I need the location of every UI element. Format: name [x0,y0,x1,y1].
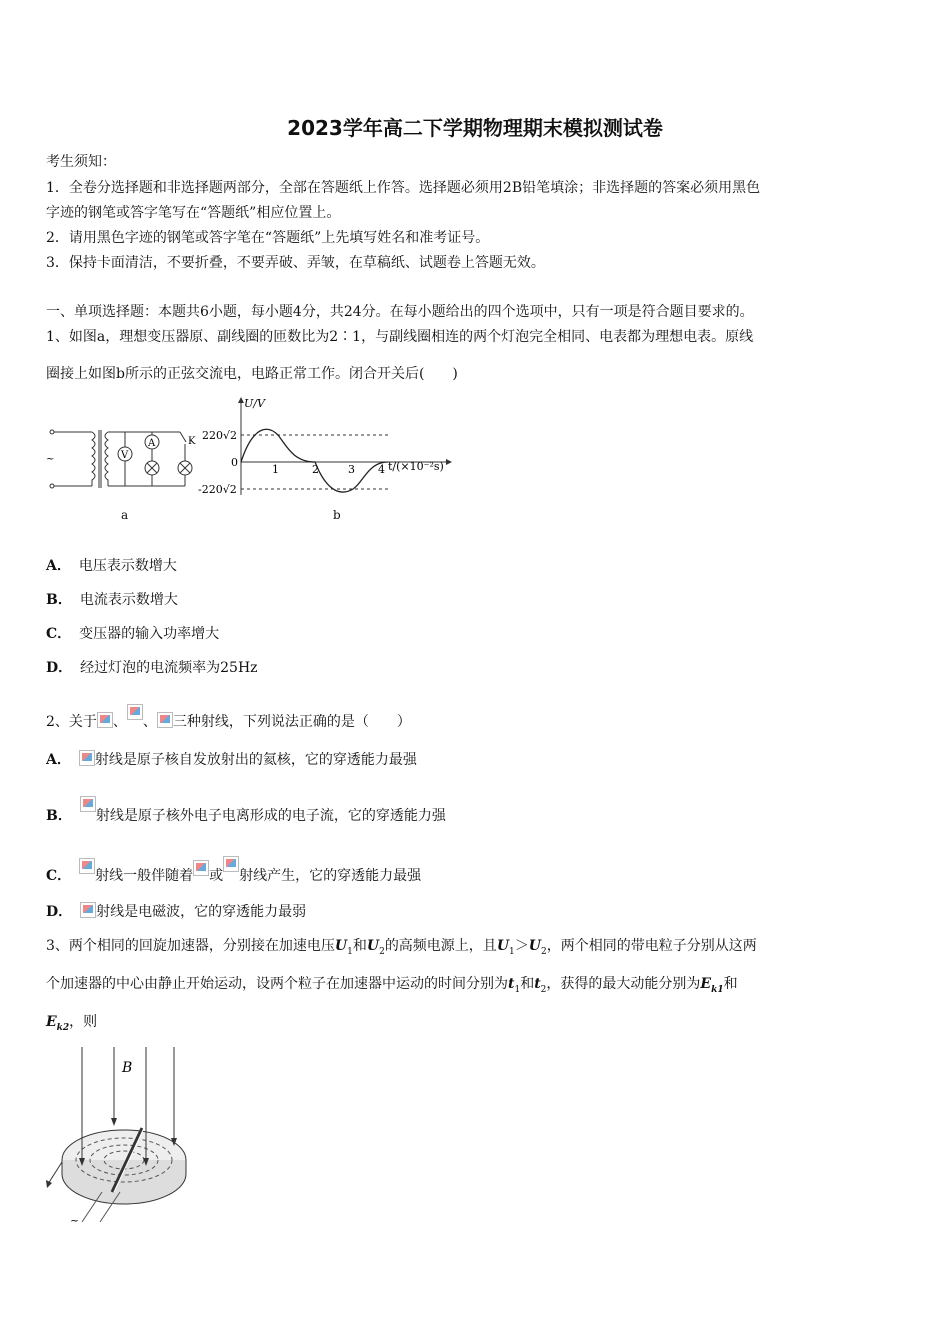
q3-stem-line3 [46,1012,97,1038]
q2-sep: 、 [142,714,157,730]
y-min-label: -220√2 [198,483,237,496]
q2-option-c [46,856,421,886]
var-t: t [534,976,541,992]
broken-image-icon [157,712,173,728]
ammeter-label: A [148,438,156,449]
q2-option-a [46,750,417,770]
option-label: B． [46,592,72,608]
source-symbol: ~ [46,454,55,465]
sub: 1 [347,946,353,957]
var-t: t [508,976,515,992]
option-label: A． [46,558,71,574]
option-text: 射线产生，它的穿透能力最强 [239,868,422,884]
option-text: 经过灯泡的电流频率为25Hz [80,660,258,676]
var-u: U [334,938,348,954]
broken-image-icon [193,860,209,876]
q2-option-b [46,796,446,826]
sub: 2 [540,946,547,957]
broken-image-icon [97,712,113,728]
notice-heading: 考生须知： [46,154,116,170]
option-label: C． [46,626,72,642]
option-label: C． [46,868,72,884]
var-u: U [528,938,541,954]
y-axis-label: U/V [244,397,265,410]
text: ，则 [69,1014,98,1030]
q2-stem [46,704,411,732]
q1-stem: 圈接上如图b所示的正弦交流电，电路正常工作。闭合开关后( ) [46,366,458,382]
text: 和 [723,976,738,992]
origin-label: 0 [231,456,238,469]
var-u: U [496,938,510,954]
source-symbol: ~ [70,1214,80,1227]
option-label: B． [46,808,72,824]
option-text: 射线是原子核外电子电离形成的电子流，它的穿透能力强 [95,808,446,824]
broken-image-icon [79,858,95,874]
q3-stem-line2 [46,974,738,1000]
transformer-circuit-figure [40,420,210,500]
broken-image-icon [79,750,95,766]
broken-image-icon [223,856,239,872]
notice-item: 2．请用黑色字迹的钢笔或答字笔在“答题纸”上先填写姓名和准考证号。 [46,230,490,246]
notice-item: 3．保持卡面清洁，不要折叠，不要弄破、弄皱，在草稿纸、试题卷上答题无效。 [46,255,545,271]
page-title: 2023学年高二下学期物理期末模拟测试卷 [287,116,663,140]
q2-sep: 、 [112,714,127,730]
t-tick: 3 [348,463,355,476]
cyclotron-figure [42,1042,202,1227]
var-e: E [46,1014,57,1030]
q1-stem: 1、如图a，理想变压器原、副线圈的匝数比为2∶1，与副线圈相连的两个灯泡完全相同、电表都为理想电表。原线 [46,329,754,345]
option-text: 电流表示数增大 [79,592,178,608]
q1-option-a [46,556,177,576]
option-text: 或 [209,868,224,884]
b-field-label: B [122,1060,133,1076]
voltmeter-label: V [121,450,129,461]
broken-image-icon [80,902,96,918]
text: ，获得的最大动能分别为 [546,976,701,992]
sub: 2 [540,984,547,995]
option-text: 射线是原子核自发放射出的氦核，它的穿透能力最强 [94,752,417,768]
text: ＞ [514,938,529,954]
sub: k2 [56,1022,70,1033]
q3-stem-line1 [46,936,757,962]
broken-image-icon [127,704,143,720]
text: 和 [520,976,535,992]
text: 和 [352,938,367,954]
q1-option-d [46,658,258,678]
q1-option-b [46,590,178,610]
sub: k1 [711,984,724,995]
y-max-label: 220√2 [202,429,238,442]
switch-label: K [188,436,196,447]
q1-option-c [46,624,219,644]
var-e: E [700,976,712,992]
option-label: D． [46,904,73,920]
sub: 1 [509,946,515,957]
text: 个加速器的中心由静止开始运动，设两个粒子在加速器中运动的时间分别为 [46,976,508,992]
q2-stem-pre: 2、关于 [46,714,97,730]
figure-b-caption: b [333,508,341,522]
option-text: 电压表示数增大 [78,558,177,574]
var-u: U [366,938,380,954]
notice-item: 1．全卷分选择题和非选择题两部分，全部在答题纸上作答。选择题必须用2B铅笔填涂；非选择题的答案必须用黑色 [46,180,761,196]
option-label: D． [46,660,73,676]
option-label: A． [46,752,71,768]
figure-a-caption: a [121,508,129,522]
sub: 2 [379,946,385,957]
text: 3、两个相同的回旋加速器，分别接在加速电压 [46,938,335,954]
t-tick: 1 [272,463,279,476]
sine-wave-graph [198,395,458,500]
t-tick: 4 [378,463,385,476]
option-text: 射线一般伴随着 [95,868,194,884]
text: ，两个相同的带电粒子分别从这两 [546,938,757,954]
sub: 1 [514,984,521,995]
section-heading: 一、单项选择题：本题共6小题，每小题4分，共24分。在每小题给出的四个选项中，只有一项是符合题目要求的。 [46,304,754,320]
option-text: 变压器的输入功率增大 [79,626,220,642]
q2-option-d [46,902,306,922]
notice-item: 字迹的钢笔或答字笔写在“答题纸”相应位置上。 [46,205,341,221]
text: 的高频电源上，且 [384,938,497,954]
q2-stem-post: 三种射线，下列说法正确的是（ ） [172,714,411,730]
t-tick: 2 [312,463,319,476]
t-axis-label: t/(×10⁻²s) [388,460,444,473]
option-text: 射线是电磁波，它的穿透能力最弱 [96,904,307,920]
broken-image-icon [80,796,96,812]
